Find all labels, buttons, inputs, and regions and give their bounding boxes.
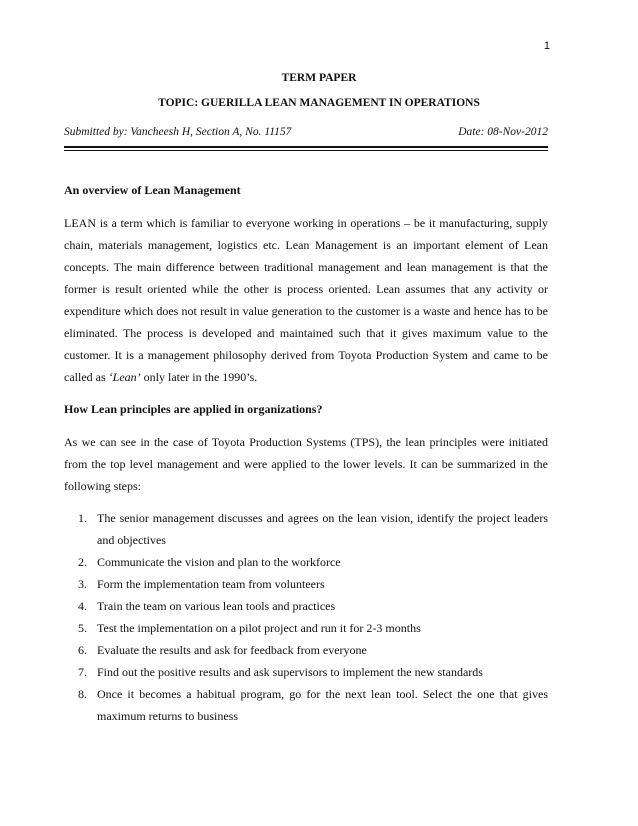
page-number: 1 [543, 40, 550, 52]
document-body [64, 179, 548, 727]
list-item-number: 6. [78, 643, 87, 657]
list-item-number: 4. [78, 599, 87, 613]
list-item-text: Form the implementation team from volunteers [97, 577, 325, 591]
document-topic: TOPIC: GUERILLA LEAN MANAGEMENT IN OPERATIONS [158, 97, 480, 109]
principles-paragraph: As we can see in the case of Toyota Production Systems (TPS), the lean principles were initiated from the top level management and were applied to the lower levels. It can be summarized in the following steps: [64, 435, 548, 493]
list-item [64, 551, 548, 573]
section-heading-overview: An overview of Lean Management [64, 183, 241, 197]
list-item [64, 617, 548, 639]
header-rule-thin [64, 150, 548, 151]
list-item [64, 683, 548, 727]
list-item-number: 2. [78, 555, 87, 569]
overview-text-end: only later in the 1990’s. [140, 370, 258, 384]
header-rule-thick [64, 146, 548, 148]
list-item-number: 5. [78, 621, 87, 635]
list-item [64, 661, 548, 683]
list-item-text: Train the team on various lean tools and practices [97, 599, 336, 613]
list-item-text: The senior management discusses and agrees on the lean vision, identify the project leaders and objectives [97, 511, 548, 547]
list-item-text: Find out the positive results and ask supervisors to implement the new standards [97, 665, 483, 679]
submission-info [64, 126, 548, 138]
document-title: TERM PAPER [281, 72, 357, 84]
list-item-text: Test the implementation on a pilot project and run it for 2-3 months [97, 621, 421, 635]
steps-list [64, 507, 548, 727]
list-item-number: 1. [78, 511, 87, 525]
overview-text-lean: ‘Lean’ [108, 370, 141, 384]
list-item-text: Communicate the vision and plan to the workforce [97, 555, 341, 569]
list-item-text: Once it becomes a habitual program, go for the next lean tool. Select the one that gives maximum returns to business [97, 687, 548, 723]
list-item [64, 573, 548, 595]
overview-text-start: LEAN is a term which is familiar to everyone working in operations – be it manufacturing, supply chain, materials management, logistics etc. Lean Management is an important element of Lean concepts. The main difference between traditional management and lean management is that the former is result oriented while the other is process oriented. Lean assumes that any activity or expenditure which does not result in value generation to the customer is a waste and hence has to be eliminated. The process is developed and maintained such that it gives maximum value to the customer. It is a management philosophy derived from Toyota Production System and came to be called as [64, 216, 548, 384]
list-item-number: 8. [78, 687, 87, 701]
list-item [64, 595, 548, 617]
list-item-number: 3. [78, 577, 87, 591]
submitted-by: Submitted by: Vancheesh H, Section A, No. 11157 [64, 126, 292, 138]
section-heading-principles: How Lean principles are applied in organizations? [64, 402, 323, 416]
list-item-number: 7. [78, 665, 87, 679]
list-item [64, 507, 548, 551]
list-item-text: Evaluate the results and ask for feedback from everyone [97, 643, 367, 657]
submission-date: Date: 08-Nov-2012 [458, 126, 548, 138]
list-item [64, 639, 548, 661]
overview-paragraph [64, 212, 548, 388]
